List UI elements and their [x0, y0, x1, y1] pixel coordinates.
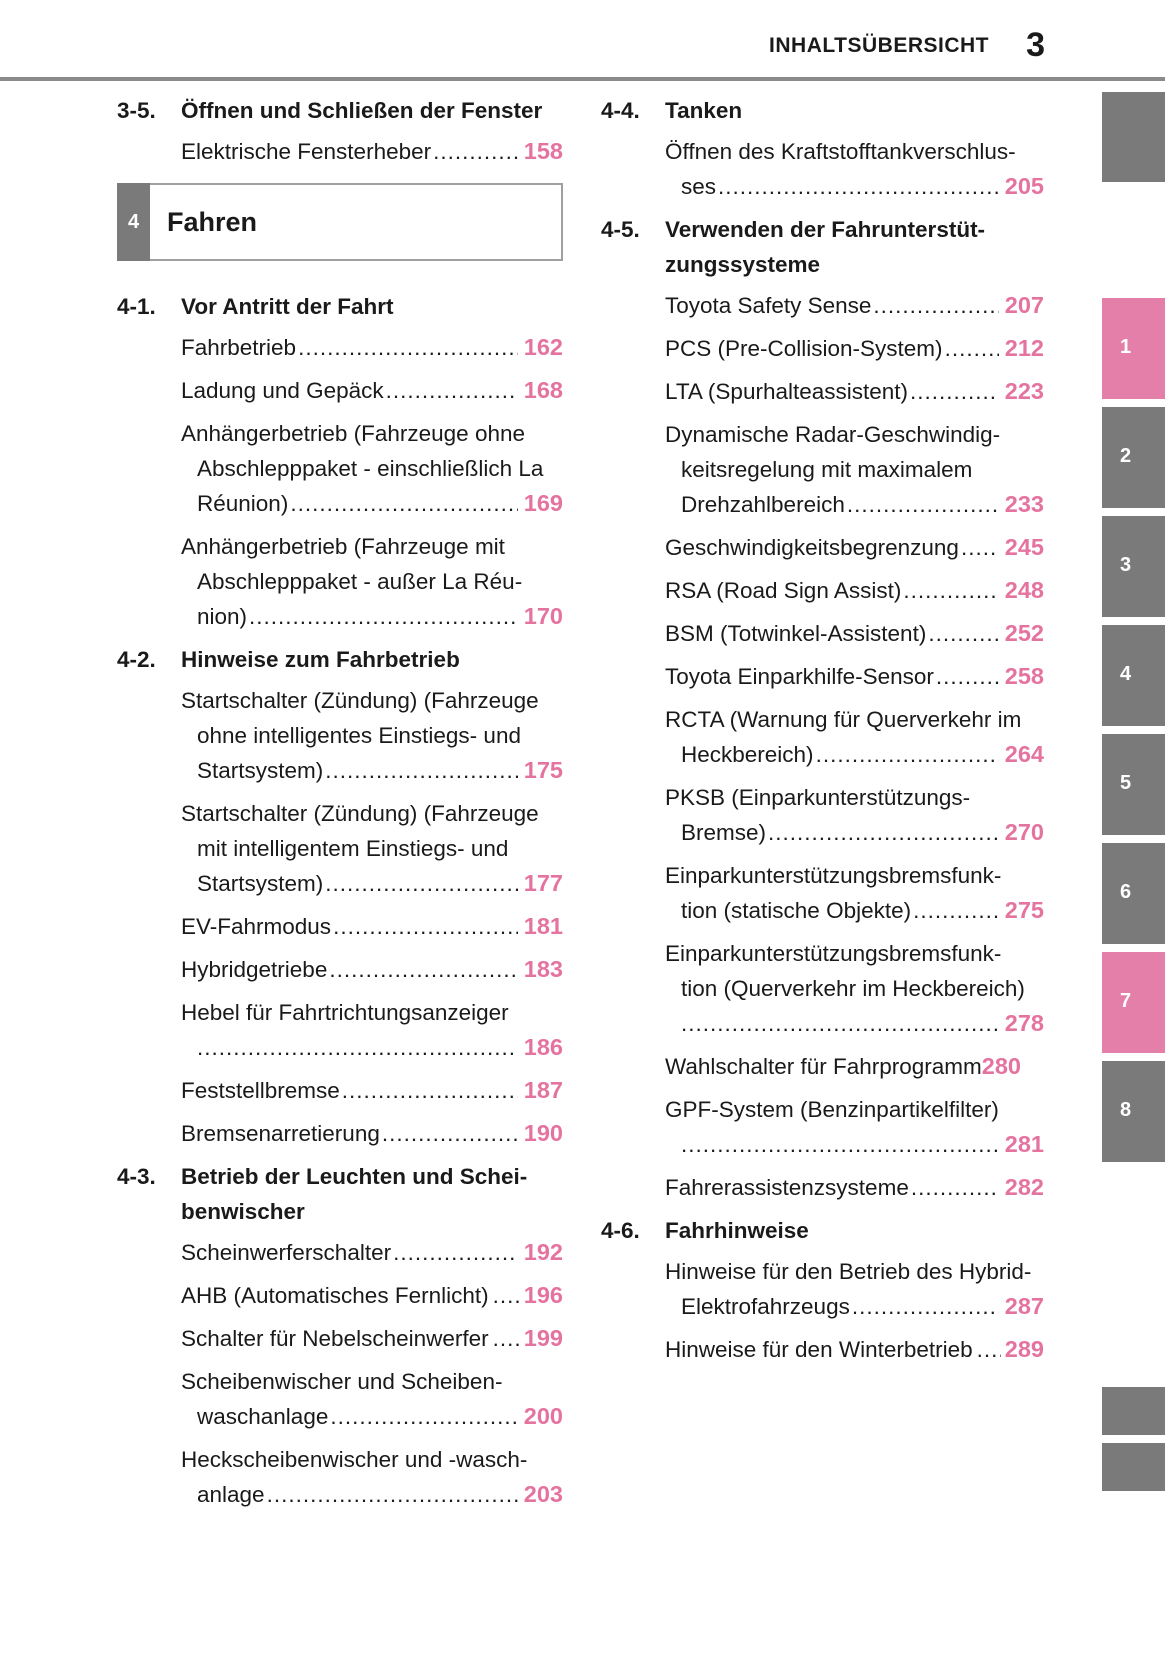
entry-title-line: Bremse): [681, 820, 767, 845]
toc-entry[interactable]: [181, 683, 563, 788]
section-title-line: Verwenden der Fahrunterstüt-: [665, 217, 986, 242]
entry-title-line: ohne intelligentes Einstiegs- und: [197, 723, 521, 748]
leader-dots: [330, 1399, 517, 1434]
toc-entry[interactable]: [181, 330, 563, 365]
entry-title-line: Einparkunterstützungsbremsfunk-: [665, 941, 1002, 966]
leader-dots: [681, 1006, 999, 1041]
entry-title: Hinweise für den Winterbetrieb: [665, 1337, 973, 1362]
toc-entry[interactable]: [665, 936, 1044, 1041]
entry-title-line: Dynamische Radar-Geschwindig-: [665, 422, 1001, 447]
section-title-line: benwischer: [181, 1199, 305, 1224]
section-heading[interactable]: [117, 93, 563, 128]
toc-entry[interactable]: [181, 1321, 563, 1356]
chapter-number: 4: [117, 183, 150, 261]
toc-entry[interactable]: [181, 995, 563, 1065]
toc-entry[interactable]: [665, 374, 1044, 409]
entry-title-line: Öffnen des Kraftstofftankverschlus-: [665, 139, 1016, 164]
toc-entry[interactable]: [181, 1278, 563, 1313]
toc-entry[interactable]: [665, 659, 1044, 694]
page-ref: 158: [523, 138, 563, 164]
section-number: 4-1.: [117, 294, 156, 319]
toc-entry[interactable]: [181, 416, 563, 521]
page-ref: 177: [523, 870, 563, 896]
leader-dots: [913, 893, 999, 928]
page-ref: 280: [981, 1053, 1021, 1079]
page-ref: 223: [1004, 378, 1044, 404]
entry-title: Geschwindigkeitsbegrenzung: [665, 535, 959, 560]
leader-dots: [329, 952, 517, 987]
toc-entry[interactable]: [665, 1092, 1044, 1162]
page-ref: 175: [523, 757, 563, 783]
toc-entry[interactable]: [181, 952, 563, 987]
page-ref: 186: [523, 1034, 563, 1060]
leader-dots: [249, 599, 518, 634]
toc-entry[interactable]: [665, 702, 1044, 772]
leader-dots: [290, 486, 517, 521]
leader-dots: [382, 1116, 518, 1151]
section-heading[interactable]: [117, 289, 563, 324]
entry-title: Toyota Einparkhilfe-Sensor: [665, 664, 934, 689]
section-number: 4-4.: [601, 98, 640, 123]
page-ref: 170: [523, 603, 563, 629]
entry-title-line: Startsystem): [197, 758, 324, 783]
leader-dots: [493, 1321, 520, 1356]
header-divider: [0, 77, 1165, 81]
entry-title-line: Heckscheibenwischer und -wasch-: [181, 1447, 528, 1472]
chapter-title: Fahren: [167, 206, 258, 237]
page-ref: 205: [1004, 173, 1044, 199]
page-ref: 168: [523, 377, 563, 403]
leader-dots: [768, 815, 999, 850]
leader-dots: [816, 737, 999, 772]
entry-title: BSM (Totwinkel-Assistent): [665, 621, 927, 646]
entry-title-line: Startsystem): [197, 871, 324, 896]
leader-dots: [873, 288, 998, 323]
entry-title: Toyota Safety Sense: [665, 293, 872, 318]
toc-entry[interactable]: [665, 780, 1044, 850]
section-number: 4-2.: [117, 647, 156, 672]
page-ref: 162: [523, 334, 563, 360]
side-tab-5[interactable]: 5: [1102, 734, 1165, 835]
page-ref: 252: [1004, 620, 1044, 646]
entry-title: Hybridgetriebe: [181, 957, 328, 982]
entry-title-line: mit intelligentem Einstiegs- und: [197, 836, 509, 861]
side-tab-3[interactable]: 3: [1102, 516, 1165, 617]
leader-dots: [433, 134, 518, 169]
side-tab-blank-lower-2[interactable]: [1102, 1443, 1165, 1491]
entry-title: RSA (Road Sign Assist): [665, 578, 902, 603]
leader-dots: [267, 1477, 518, 1512]
entry-title-line: Réunion): [197, 491, 289, 516]
page-ref: 248: [1004, 577, 1044, 603]
page-ref: 281: [1004, 1131, 1044, 1157]
entry-title-line: Startschalter (Zündung) (Fahrzeuge: [181, 688, 539, 713]
section-number: 4-3.: [117, 1164, 156, 1189]
entry-title-line: GPF-System (Benzinpartikelfilter): [665, 1097, 999, 1122]
entry-title-line: ses: [681, 174, 717, 199]
side-tab-blank-lower-1[interactable]: [1102, 1387, 1165, 1435]
toc-entry[interactable]: [665, 331, 1044, 366]
entry-title: Ladung und Gepäck: [181, 378, 384, 403]
page-ref: 270: [1004, 819, 1044, 845]
toc-right-column: [601, 93, 1044, 1375]
entry-title: Wahlschalter für Fahrprogramm: [665, 1054, 982, 1079]
entry-title-line: waschanlage: [197, 1404, 329, 1429]
toc-left-column: [117, 93, 563, 1520]
section-title: Tanken: [665, 98, 743, 123]
leader-dots: [393, 1235, 518, 1270]
side-tab-6[interactable]: 6: [1102, 843, 1165, 944]
section-title-line: Betrieb der Leuchten und Schei-: [181, 1164, 528, 1189]
page-ref: 212: [1004, 335, 1044, 361]
entry-title: Scheinwerferschalter: [181, 1240, 392, 1265]
page-ref: 233: [1004, 491, 1044, 517]
leader-dots: [197, 1030, 518, 1065]
toc-entry[interactable]: [181, 373, 563, 408]
entry-title: Fahrbetrieb: [181, 335, 297, 360]
section-number: 3-5.: [117, 98, 156, 123]
toc-entry[interactable]: [665, 616, 1044, 651]
leader-dots: [681, 1127, 999, 1162]
section-heading[interactable]: [117, 642, 563, 677]
side-tab-1[interactable]: 1: [1102, 298, 1165, 399]
section-heading[interactable]: [601, 1213, 1044, 1248]
entry-title-line: nion): [197, 604, 248, 629]
page-ref: 258: [1004, 663, 1044, 689]
page-ref: 187: [523, 1077, 563, 1103]
entry-title-line: PKSB (Einparkunterstützungs-: [665, 785, 971, 810]
entry-title: LTA (Spurhalteassistent): [665, 379, 909, 404]
leader-dots: [847, 487, 999, 522]
leader-dots: [961, 530, 999, 565]
leader-dots: [325, 866, 518, 901]
entry-title-line: Startschalter (Zündung) (Fahrzeuge: [181, 801, 539, 826]
entry-title-line: Abschlepppaket - außer La Réu-: [197, 569, 523, 594]
side-tab-2[interactable]: 2: [1102, 407, 1165, 508]
section-title: [181, 1159, 563, 1229]
toc-entry[interactable]: [665, 573, 1044, 608]
toc-entry[interactable]: [665, 1049, 1044, 1084]
toc-entry[interactable]: [665, 417, 1044, 522]
toc-entry[interactable]: [181, 1073, 563, 1108]
page-number: 3: [1026, 26, 1045, 64]
toc-entry[interactable]: [181, 796, 563, 901]
section-heading[interactable]: [601, 212, 1044, 282]
entry-title-line: Elektrofahrzeugs: [681, 1294, 850, 1319]
entry-title-line: tion (statische Objekte): [681, 898, 912, 923]
leader-dots: [977, 1332, 1001, 1367]
page-ref: 275: [1004, 897, 1044, 923]
side-tab-7[interactable]: 7: [1102, 952, 1165, 1053]
leader-dots: [298, 330, 518, 365]
side-tab-8[interactable]: 8: [1102, 1061, 1165, 1162]
leader-dots: [342, 1073, 518, 1108]
leader-dots: [718, 169, 999, 204]
section-heading[interactable]: [117, 1159, 563, 1229]
page-ref: 169: [523, 490, 563, 516]
toc-entry[interactable]: [665, 1254, 1044, 1324]
header-title: INHALTSÜBERSICHT: [769, 34, 989, 57]
entry-title: Feststellbremse: [181, 1078, 340, 1103]
leader-dots: [910, 374, 999, 409]
toc-entry[interactable]: [181, 1442, 563, 1512]
page-ref: 199: [523, 1325, 563, 1351]
entry-title: EV-Fahrmodus: [181, 914, 332, 939]
entry-title-line: Hinweise für den Betrieb des Hybrid-: [665, 1259, 1032, 1284]
entry-title: Bremsenarretierung: [181, 1121, 380, 1146]
leader-dots: [928, 616, 998, 651]
page-ref: 183: [523, 956, 563, 982]
toc-entry[interactable]: [181, 529, 563, 634]
page-ref: 287: [1004, 1293, 1044, 1319]
entry-title-line: Drehzahlbereich: [681, 492, 845, 517]
page-ref: 264: [1004, 741, 1044, 767]
section-title: [665, 212, 1044, 282]
leader-dots: [945, 331, 999, 366]
entry-title-line: keitsregelung mit maximalem: [681, 457, 973, 482]
section-number: 4-6.: [601, 1218, 640, 1243]
page-ref: 200: [523, 1403, 563, 1429]
entry-title-line: Abschlepppaket - einschließlich La: [197, 456, 544, 481]
entry-title-line: Scheibenwischer und Scheiben-: [181, 1369, 503, 1394]
entry-title: Fahrerassistenzsysteme: [665, 1175, 909, 1200]
entry-title: Elektrische Fensterheber: [181, 139, 432, 164]
page-ref: 278: [1004, 1010, 1044, 1036]
leader-dots: [852, 1289, 999, 1324]
entry-title-line: Hebel für Fahrtrichtungsanzeiger: [181, 1000, 509, 1025]
page-ref: 196: [523, 1282, 563, 1308]
page-ref: 203: [523, 1481, 563, 1507]
leader-dots: [936, 659, 999, 694]
section-number: 4-5.: [601, 217, 640, 242]
toc-entry[interactable]: [665, 530, 1044, 565]
entry-title: Schalter für Nebelscheinwerfer: [181, 1326, 489, 1351]
toc-entry[interactable]: [181, 909, 563, 944]
entry-title: AHB (Automatisches Fernlicht): [181, 1283, 489, 1308]
leader-dots: [386, 373, 518, 408]
entry-title-line: Einparkunterstützungsbremsfunk-: [665, 863, 1002, 888]
leader-dots: [333, 909, 518, 944]
section-title: Fahrhinweise: [665, 1218, 809, 1243]
page-ref: 181: [523, 913, 563, 939]
toc-entry[interactable]: [665, 1170, 1044, 1205]
entry-title-line: anlage: [197, 1482, 265, 1507]
page-ref: 245: [1004, 534, 1044, 560]
entry-title-line: Heckbereich): [681, 742, 814, 767]
toc-entry[interactable]: [181, 1235, 563, 1270]
side-tab-4[interactable]: 4: [1102, 625, 1165, 726]
chapter-heading[interactable]: [117, 183, 563, 261]
page-ref: 190: [523, 1120, 563, 1146]
toc-entry[interactable]: [665, 134, 1044, 204]
section-heading[interactable]: [601, 93, 1044, 128]
entry-title-line: Anhängerbetrieb (Fahrzeuge ohne: [181, 421, 525, 446]
toc-entry[interactable]: [181, 1116, 563, 1151]
leader-dots: [903, 573, 998, 608]
page-ref: 192: [523, 1239, 563, 1265]
page-ref: 282: [1004, 1174, 1044, 1200]
page-ref: 289: [1004, 1336, 1044, 1362]
entry-title-line: tion (Querverkehr im Heckbereich): [681, 976, 1025, 1001]
toc-entry[interactable]: [181, 1364, 563, 1434]
leader-dots: [911, 1170, 999, 1205]
section-title-line: zungssysteme: [665, 252, 821, 277]
section-title: Öffnen und Schließen der Fenster: [181, 98, 543, 123]
leader-dots: [325, 753, 518, 788]
section-title: Vor Antritt der Fahrt: [181, 294, 394, 319]
toc-entry[interactable]: [665, 858, 1044, 928]
toc-entry[interactable]: [181, 134, 563, 169]
page-ref: 207: [1004, 292, 1044, 318]
toc-entry[interactable]: [665, 288, 1044, 323]
side-tab-blank-top[interactable]: [1102, 92, 1165, 182]
entry-title: PCS (Pre-Collision-System): [665, 336, 943, 361]
leader-dots: [493, 1278, 520, 1313]
entry-title-line: RCTA (Warnung für Querverkehr im: [665, 707, 1022, 732]
entry-title-line: Anhängerbetrieb (Fahrzeuge mit: [181, 534, 505, 559]
toc-entry[interactable]: [665, 1332, 1044, 1367]
section-title: Hinweise zum Fahrbetrieb: [181, 647, 460, 672]
